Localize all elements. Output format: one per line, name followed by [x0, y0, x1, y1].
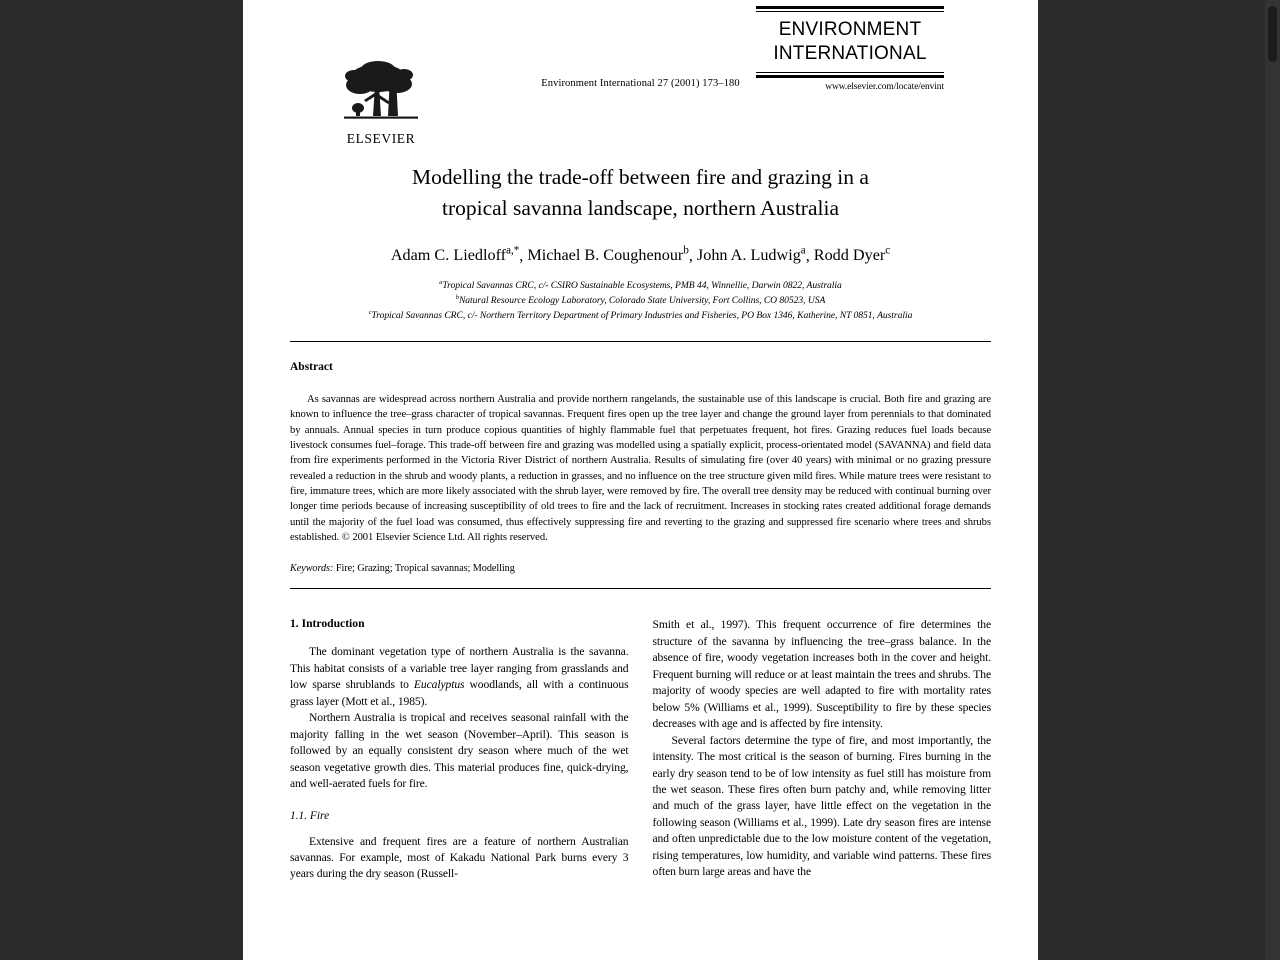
- affiliation-mark: c: [368, 309, 372, 317]
- paragraph: Northern Australia is tropical and receives seasonal rainfall with the majority falling in the wet season (November–April). This season is followed by an equally consistent dry season where much of the wet season vegetative growth dies. This material produces fine, quick-drying, and well-aerated fuels for fire.: [290, 711, 629, 791]
- masthead-rule-bottom-thin: [756, 72, 944, 73]
- masthead-rule-top-thick: [756, 6, 944, 9]
- article-title-block: [290, 162, 991, 323]
- author-affiliation-mark: c: [885, 245, 891, 258]
- author-affiliation-mark: b: [683, 245, 689, 258]
- paragraph-text: The dominant vegetation type of northern Australia is the savanna. This habitat consists of a variable tree layer ranging from grasslands and low sparse shrublands to: [290, 645, 629, 692]
- author-separator: ,: [688, 246, 697, 265]
- author-entry: [391, 246, 519, 264]
- affiliation-item: [290, 278, 991, 293]
- vertical-scrollbar[interactable]: [1265, 0, 1280, 960]
- affiliation-text: Tropical Savannas CRC, c/- CSIRO Sustainable Ecosystems, PMB 44, Winnellie, Darwin 0822, Australia: [442, 280, 842, 292]
- author-affiliation-mark: a,*: [506, 245, 520, 258]
- keywords-value: Fire; Grazing; Tropical savannas; Modelling: [335, 563, 515, 575]
- subsection-heading-fire: 1.1. Fire: [290, 809, 330, 822]
- paragraph: Several factors determine the type of fire, and most importantly, the intensity. The most critical is the season of burning. Fires burning in the early dry season tend to be of low intensity as fuel still has moisture from the wet season. These fires often burn patchy and, while removing litter and much of the grass layer, have little effect on the vegetation in the following season (Williams et al., 1999). Late dry season fires are intense and often unpredictable due to the low moisture content of the vegetation, rising temperatures, low humidity, and variable wind patterns. These fires often burn large areas and have the: [652, 733, 991, 879]
- journal-masthead: [290, 0, 991, 146]
- paragraph-text-cont: woodlands, all with a continuous grass layer (Mott et al., 1985).: [290, 678, 629, 708]
- abstract-section: [290, 361, 991, 575]
- author-list: [290, 244, 991, 266]
- author-entry: [814, 246, 890, 264]
- paper-title-line-2: tropical savanna landscape, northern Australia: [441, 195, 839, 220]
- page-title: [350, 162, 931, 223]
- document-page: [243, 0, 1038, 960]
- body-column-left: [290, 617, 629, 882]
- paragraph: Smith et al., 1997). This frequent occurrence of fire determines the structure of the savanna by influencing the tree–grass balance. In the absence of fire, woody vegetation increases both in the cover and height. Frequent burning will reduce or at least maintain the trees and shrubs. The majority of woody species are well adapted to fire with mortality rates below 5% (Williams et al., 1999). Susceptibility to fire by these species decreases with age and is affected by fire intensity.: [652, 618, 991, 731]
- rule-above-abstract: [290, 341, 991, 342]
- paragraph-italic-term: Eucalyptus: [413, 678, 465, 692]
- elsevier-tree-icon: [342, 58, 420, 130]
- author-entry: [697, 246, 806, 264]
- author-name: Rodd Dyer: [813, 246, 886, 265]
- author-entry: [527, 246, 689, 264]
- affiliation-mark: b: [455, 294, 459, 302]
- journal-website-url[interactable]: www.elsevier.com/locate/envint: [825, 81, 944, 92]
- elsevier-wordmark: ELSEVIER: [346, 131, 416, 146]
- affiliation-text: Tropical Savannas CRC, c/- Northern Territory Department of Primary Industries and Fisheries, PO Box 1346, Katherine, NT 0851, Australia: [371, 310, 913, 322]
- author-name: Adam C. Liedloff: [390, 246, 507, 265]
- journal-name-line-2: INTERNATIONAL: [773, 43, 927, 65]
- affiliation-list: [290, 278, 991, 322]
- affiliation-item: [290, 293, 991, 308]
- elsevier-logo: [342, 58, 420, 147]
- body-column-right: [653, 617, 992, 882]
- affiliation-mark: a: [439, 279, 443, 287]
- affiliation-text: Natural Resource Ecology Laboratory, Colorado State University, Fort Collins, CO 80523, USA: [458, 295, 826, 307]
- author-affiliation-mark: a: [800, 245, 806, 258]
- keywords-line: [290, 563, 991, 574]
- paragraph: [290, 644, 629, 710]
- scrollbar-thumb[interactable]: [1268, 6, 1277, 62]
- section-heading-introduction: 1. Introduction: [290, 617, 365, 631]
- author-name: John A. Ludwig: [696, 246, 801, 265]
- abstract-text: As savannas are widespread across northern Australia and provide northern rangelands, the sustainable use of this landscape is crucial. Both fire and grazing are known to influence the tree–grass character of tropical savannas. Frequent fires open up the tree layer and change the ground layer from perennials to that dominated by annuals. Annual species in turn produce copious quantities of highly flammable fuel that perpetuates frequent, hot fires. Grazing reduces fuel loads because livestock consumes fuel–forage. This trade-off between fire and grazing was modelled using a spatially explicit, process-orientated model (SAVANNA) and field data from fire experiments performed in the Victoria River District of northern Australia. Results of simulating fire (over 40 years) with minimal or no grazing pressure revealed a reduction in the shrub and woody plants, a reduction in grasses, and no influence on the tree structure given mild fires. While mature trees were resistant to fire, immature trees, which are more likely associated with the shrub layer, were removed by fire. The overall tree density may be reduced with continual burning over longer time periods because of increasing susceptibility of old trees to fire and the lack of recruitment. Increases in stocking rates created additional forage demands until the majority of the fuel load was consumed, thus effectively suppressing fire and reverting to the grazing and suppressed fire scenario where trees and shrubs established. © 2001 Elsevier Science Ltd. All rights reserved.: [290, 393, 991, 544]
- paragraph: Extensive and frequent fires are a feature of northern Australian savannas. For example, most of Kakadu National Park burns every 3 years during the dry season (Russell-: [290, 834, 629, 881]
- rule-below-keywords: [290, 588, 991, 589]
- running-head-citation: Environment International 27 (2001) 173–180: [541, 78, 740, 89]
- author-separator: ,: [805, 246, 814, 265]
- abstract-heading: Abstract: [290, 360, 333, 373]
- journal-name-line-1: ENVIRONMENT: [778, 19, 922, 40]
- journal-masthead-block: [756, 6, 944, 92]
- author-name: Michael B. Coughenour: [527, 246, 684, 265]
- paper-title-line-1: Modelling the trade-off between fire and grazing in a: [412, 165, 869, 189]
- keywords-label: Keywords:: [290, 563, 334, 575]
- masthead-rule-bottom-thick: [756, 75, 944, 78]
- affiliation-item: [290, 308, 991, 323]
- journal-name: [756, 12, 944, 72]
- article-body: [290, 617, 991, 882]
- author-separator: ,: [519, 246, 528, 265]
